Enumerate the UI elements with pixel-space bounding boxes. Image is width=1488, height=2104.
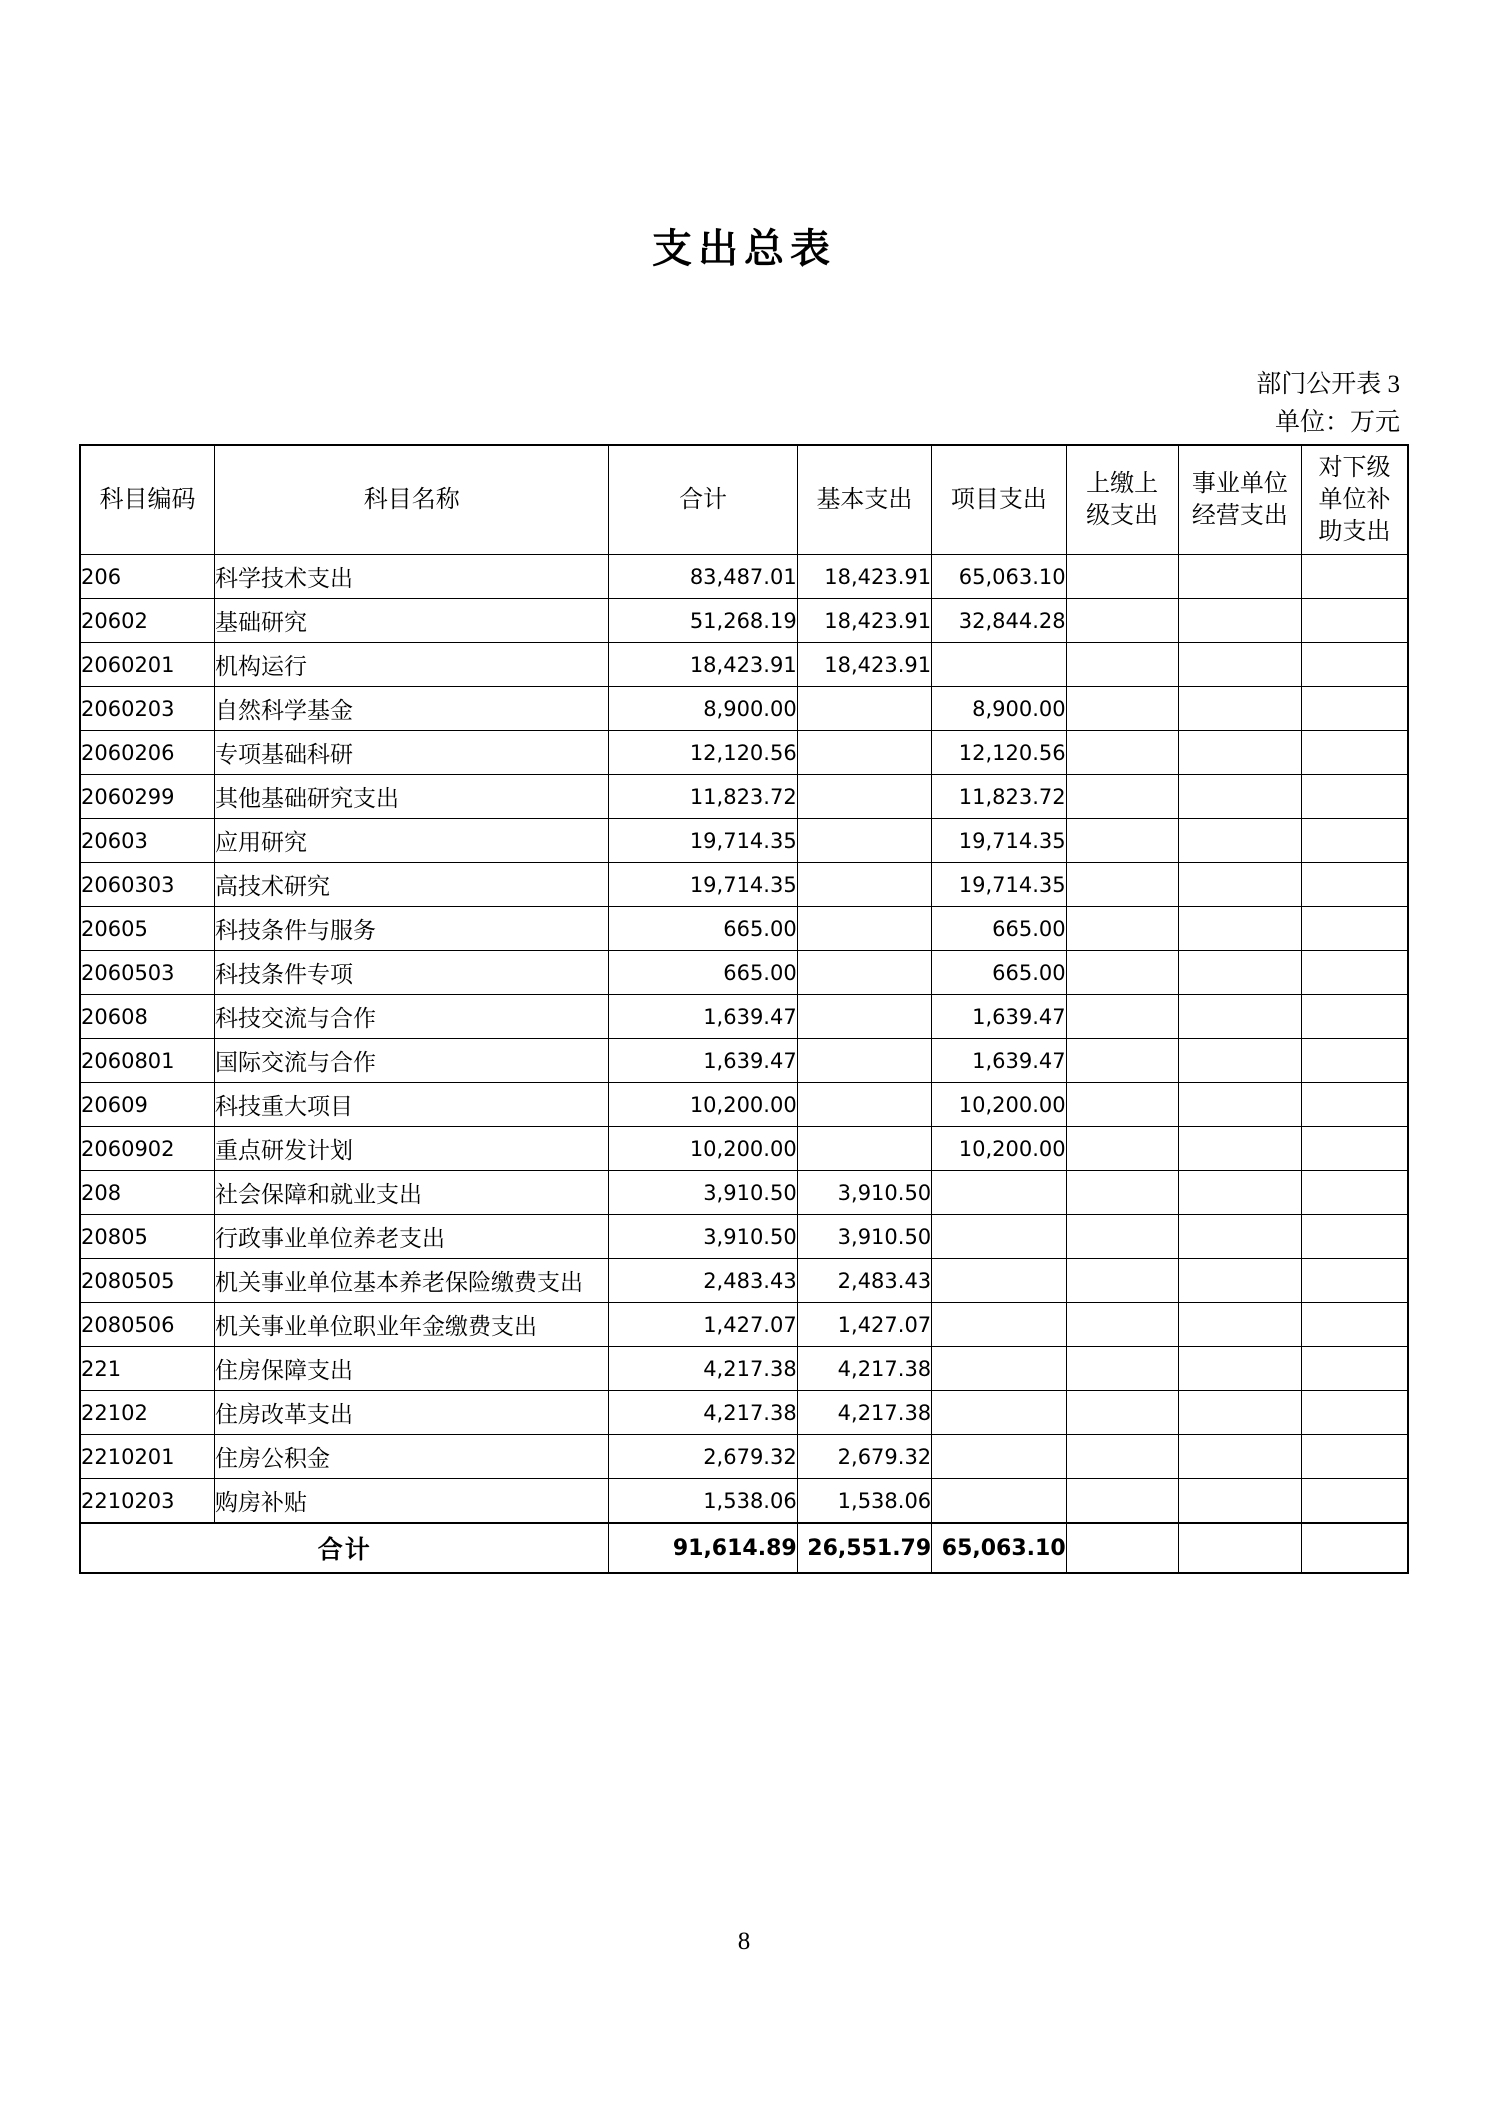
cell-subject-code: 2060201 bbox=[80, 643, 214, 687]
cell-subject-code: 2060902 bbox=[80, 1127, 214, 1171]
table-header-row bbox=[80, 445, 1408, 555]
cell-subordinate-subsidy bbox=[1301, 863, 1408, 907]
table-row bbox=[80, 1435, 1408, 1479]
cell-subordinate-subsidy bbox=[1301, 995, 1408, 1039]
table-row bbox=[80, 951, 1408, 995]
column-header-institution-operating bbox=[1178, 445, 1301, 555]
cell-subject-code: 2060503 bbox=[80, 951, 214, 995]
table-body bbox=[80, 555, 1408, 1574]
cell-institution-operating bbox=[1178, 863, 1301, 907]
cell-subject-name: 基础研究 bbox=[214, 599, 608, 643]
column-header-upper-level-remittance bbox=[1066, 445, 1178, 555]
table-header bbox=[80, 445, 1408, 555]
cell-upper-level-remittance bbox=[1066, 995, 1178, 1039]
cell-total: 11,823.72 bbox=[609, 775, 797, 819]
cell-institution-operating bbox=[1178, 1083, 1301, 1127]
cell-institution-operating bbox=[1178, 1347, 1301, 1391]
cell-project-expenditure: 19,714.35 bbox=[932, 863, 1066, 907]
cell-subject-name: 国际交流与合作 bbox=[214, 1039, 608, 1083]
table-row bbox=[80, 1215, 1408, 1259]
cell-subject-code: 2080506 bbox=[80, 1303, 214, 1347]
cell-subject-code: 2060303 bbox=[80, 863, 214, 907]
cell-basic-expenditure bbox=[797, 775, 931, 819]
cell-subject-code: 2060801 bbox=[80, 1039, 214, 1083]
cell-institution-operating bbox=[1178, 599, 1301, 643]
cell-subject-code: 20605 bbox=[80, 907, 214, 951]
table-row bbox=[80, 1127, 1408, 1171]
cell-upper-level-remittance bbox=[1066, 775, 1178, 819]
cell-total: 4,217.38 bbox=[609, 1347, 797, 1391]
cell-basic-expenditure: 18,423.91 bbox=[797, 599, 931, 643]
total-row-total: 91,614.89 bbox=[609, 1523, 797, 1573]
column-header-total-line-1: 合计 bbox=[679, 487, 728, 513]
cell-subordinate-subsidy bbox=[1301, 599, 1408, 643]
cell-total: 51,268.19 bbox=[609, 599, 797, 643]
total-row-label: 合计 bbox=[80, 1523, 609, 1573]
cell-subordinate-subsidy bbox=[1301, 687, 1408, 731]
cell-subject-code: 2210201 bbox=[80, 1435, 214, 1479]
table-row bbox=[80, 775, 1408, 819]
cell-basic-expenditure bbox=[797, 687, 931, 731]
cell-project-expenditure bbox=[932, 1259, 1066, 1303]
column-header-subsidy-line-1: 对下级 bbox=[1318, 455, 1391, 481]
cell-basic-expenditure bbox=[797, 995, 931, 1039]
cell-project-expenditure: 65,063.10 bbox=[932, 555, 1066, 599]
cell-subordinate-subsidy bbox=[1301, 643, 1408, 687]
cell-total: 665.00 bbox=[609, 907, 797, 951]
total-row-upper-level-remittance bbox=[1066, 1523, 1178, 1573]
table-row bbox=[80, 1171, 1408, 1215]
cell-total: 12,120.56 bbox=[609, 731, 797, 775]
cell-upper-level-remittance bbox=[1066, 863, 1178, 907]
cell-total: 3,910.50 bbox=[609, 1215, 797, 1259]
table-row bbox=[80, 1259, 1408, 1303]
column-header-project-line-1: 项目支出 bbox=[950, 487, 1047, 513]
cell-subject-code: 20608 bbox=[80, 995, 214, 1039]
cell-upper-level-remittance bbox=[1066, 687, 1178, 731]
column-header-subsidy-line-3: 助支出 bbox=[1318, 519, 1391, 545]
cell-subject-code: 2060299 bbox=[80, 775, 214, 819]
cell-upper-level-remittance bbox=[1066, 1435, 1178, 1479]
cell-subordinate-subsidy bbox=[1301, 775, 1408, 819]
column-header-subordinate-subsidy bbox=[1301, 445, 1408, 555]
cell-subject-code: 206 bbox=[80, 555, 214, 599]
cell-institution-operating bbox=[1178, 775, 1301, 819]
cell-upper-level-remittance bbox=[1066, 1259, 1178, 1303]
cell-project-expenditure bbox=[932, 1171, 1066, 1215]
cell-project-expenditure: 8,900.00 bbox=[932, 687, 1066, 731]
cell-project-expenditure: 1,639.47 bbox=[932, 995, 1066, 1039]
column-header-operating-line-2: 经营支出 bbox=[1191, 503, 1288, 529]
cell-institution-operating bbox=[1178, 1391, 1301, 1435]
cell-subject-name: 其他基础研究支出 bbox=[214, 775, 608, 819]
cell-basic-expenditure: 2,679.32 bbox=[797, 1435, 931, 1479]
cell-subject-name: 行政事业单位养老支出 bbox=[214, 1215, 608, 1259]
column-header-project-expenditure bbox=[932, 445, 1066, 555]
cell-subject-name: 应用研究 bbox=[214, 819, 608, 863]
cell-upper-level-remittance bbox=[1066, 555, 1178, 599]
cell-project-expenditure: 1,639.47 bbox=[932, 1039, 1066, 1083]
cell-basic-expenditure: 3,910.50 bbox=[797, 1171, 931, 1215]
cell-subordinate-subsidy bbox=[1301, 1479, 1408, 1524]
cell-basic-expenditure: 1,427.07 bbox=[797, 1303, 931, 1347]
cell-subject-name: 住房改革支出 bbox=[214, 1391, 608, 1435]
column-header-basic-line-1: 基本支出 bbox=[816, 487, 913, 513]
cell-basic-expenditure bbox=[797, 819, 931, 863]
cell-upper-level-remittance bbox=[1066, 1391, 1178, 1435]
cell-basic-expenditure: 3,910.50 bbox=[797, 1215, 931, 1259]
cell-upper-level-remittance bbox=[1066, 907, 1178, 951]
cell-institution-operating bbox=[1178, 1479, 1301, 1524]
cell-upper-level-remittance bbox=[1066, 951, 1178, 995]
cell-upper-level-remittance bbox=[1066, 1303, 1178, 1347]
page-number: 8 bbox=[737, 1928, 751, 1955]
cell-subject-code: 2060203 bbox=[80, 687, 214, 731]
cell-project-expenditure bbox=[932, 1347, 1066, 1391]
cell-subject-name: 专项基础科研 bbox=[214, 731, 608, 775]
cell-total: 1,538.06 bbox=[609, 1479, 797, 1524]
cell-subject-name: 科技条件与服务 bbox=[214, 907, 608, 951]
cell-subject-name: 机关事业单位基本养老保险缴费支出 bbox=[214, 1259, 608, 1303]
cell-total: 19,714.35 bbox=[609, 819, 797, 863]
table-total-row bbox=[80, 1523, 1408, 1573]
cell-project-expenditure: 19,714.35 bbox=[932, 819, 1066, 863]
cell-subject-name: 自然科学基金 bbox=[214, 687, 608, 731]
column-header-code bbox=[80, 445, 214, 555]
cell-institution-operating bbox=[1178, 1215, 1301, 1259]
table-row bbox=[80, 863, 1408, 907]
cell-basic-expenditure bbox=[797, 1127, 931, 1171]
cell-subject-name: 高技术研究 bbox=[214, 863, 608, 907]
table-row bbox=[80, 687, 1408, 731]
cell-subject-name: 机构运行 bbox=[214, 643, 608, 687]
cell-project-expenditure: 12,120.56 bbox=[932, 731, 1066, 775]
cell-upper-level-remittance bbox=[1066, 731, 1178, 775]
cell-total: 10,200.00 bbox=[609, 1083, 797, 1127]
cell-subject-code: 208 bbox=[80, 1171, 214, 1215]
total-row-institution-operating bbox=[1178, 1523, 1301, 1573]
cell-project-expenditure: 32,844.28 bbox=[932, 599, 1066, 643]
cell-basic-expenditure bbox=[797, 863, 931, 907]
cell-subject-name: 科技重大项目 bbox=[214, 1083, 608, 1127]
total-row-subordinate-subsidy bbox=[1301, 1523, 1408, 1573]
cell-subject-name: 社会保障和就业支出 bbox=[214, 1171, 608, 1215]
cell-total: 10,200.00 bbox=[609, 1127, 797, 1171]
cell-institution-operating bbox=[1178, 1039, 1301, 1083]
cell-project-expenditure bbox=[932, 643, 1066, 687]
cell-institution-operating bbox=[1178, 995, 1301, 1039]
cell-subject-name: 住房保障支出 bbox=[214, 1347, 608, 1391]
column-header-subsidy-line-2: 单位补 bbox=[1318, 487, 1391, 513]
cell-project-expenditure: 665.00 bbox=[932, 951, 1066, 995]
cell-basic-expenditure bbox=[797, 731, 931, 775]
table-row bbox=[80, 599, 1408, 643]
cell-institution-operating bbox=[1178, 643, 1301, 687]
expenditure-table-container bbox=[79, 444, 1409, 1574]
cell-subordinate-subsidy bbox=[1301, 1435, 1408, 1479]
document-meta bbox=[1256, 366, 1400, 442]
cell-subordinate-subsidy bbox=[1301, 1171, 1408, 1215]
cell-institution-operating bbox=[1178, 951, 1301, 995]
column-header-total bbox=[609, 445, 797, 555]
cell-total: 8,900.00 bbox=[609, 687, 797, 731]
cell-subordinate-subsidy bbox=[1301, 819, 1408, 863]
cell-total: 18,423.91 bbox=[609, 643, 797, 687]
cell-project-expenditure: 10,200.00 bbox=[932, 1127, 1066, 1171]
cell-subordinate-subsidy bbox=[1301, 1127, 1408, 1171]
cell-project-expenditure: 11,823.72 bbox=[932, 775, 1066, 819]
cell-total: 3,910.50 bbox=[609, 1171, 797, 1215]
cell-subordinate-subsidy bbox=[1301, 1259, 1408, 1303]
cell-basic-expenditure: 1,538.06 bbox=[797, 1479, 931, 1524]
cell-subordinate-subsidy bbox=[1301, 1391, 1408, 1435]
total-row-project-expenditure: 65,063.10 bbox=[932, 1523, 1066, 1573]
cell-institution-operating bbox=[1178, 1259, 1301, 1303]
cell-institution-operating bbox=[1178, 1127, 1301, 1171]
cell-project-expenditure bbox=[932, 1215, 1066, 1259]
cell-upper-level-remittance bbox=[1066, 599, 1178, 643]
cell-subordinate-subsidy bbox=[1301, 731, 1408, 775]
cell-subject-name: 住房公积金 bbox=[214, 1435, 608, 1479]
table-row bbox=[80, 643, 1408, 687]
cell-subject-name: 科技交流与合作 bbox=[214, 995, 608, 1039]
cell-basic-expenditure: 4,217.38 bbox=[797, 1391, 931, 1435]
column-header-upper-line-2: 级支出 bbox=[1086, 503, 1159, 529]
cell-upper-level-remittance bbox=[1066, 1127, 1178, 1171]
cell-total: 1,427.07 bbox=[609, 1303, 797, 1347]
cell-basic-expenditure bbox=[797, 907, 931, 951]
table-row bbox=[80, 555, 1408, 599]
cell-project-expenditure bbox=[932, 1435, 1066, 1479]
cell-basic-expenditure: 18,423.91 bbox=[797, 555, 931, 599]
cell-total: 665.00 bbox=[609, 951, 797, 995]
cell-upper-level-remittance bbox=[1066, 819, 1178, 863]
table-row bbox=[80, 1303, 1408, 1347]
column-header-operating-line-1: 事业单位 bbox=[1191, 471, 1288, 497]
cell-upper-level-remittance bbox=[1066, 643, 1178, 687]
cell-institution-operating bbox=[1178, 1303, 1301, 1347]
page-title: 支出总表 bbox=[652, 226, 836, 272]
table-row bbox=[80, 1391, 1408, 1435]
expenditure-summary-table bbox=[79, 444, 1409, 1574]
table-row bbox=[80, 907, 1408, 951]
cell-subject-name: 科学技术支出 bbox=[214, 555, 608, 599]
cell-total: 2,679.32 bbox=[609, 1435, 797, 1479]
cell-subject-code: 20603 bbox=[80, 819, 214, 863]
column-header-basic-expenditure bbox=[797, 445, 931, 555]
cell-project-expenditure bbox=[932, 1303, 1066, 1347]
cell-institution-operating bbox=[1178, 819, 1301, 863]
form-reference: 部门公开表 3 bbox=[1256, 371, 1400, 398]
column-header-code-line-1: 科目编码 bbox=[99, 487, 196, 513]
cell-subject-code: 20805 bbox=[80, 1215, 214, 1259]
cell-subject-code: 20602 bbox=[80, 599, 214, 643]
cell-institution-operating bbox=[1178, 555, 1301, 599]
cell-subject-code: 2060206 bbox=[80, 731, 214, 775]
cell-subject-code: 2080505 bbox=[80, 1259, 214, 1303]
cell-upper-level-remittance bbox=[1066, 1215, 1178, 1259]
cell-subordinate-subsidy bbox=[1301, 1303, 1408, 1347]
table-row bbox=[80, 819, 1408, 863]
table-row bbox=[80, 731, 1408, 775]
cell-institution-operating bbox=[1178, 907, 1301, 951]
cell-basic-expenditure bbox=[797, 951, 931, 995]
cell-basic-expenditure: 2,483.43 bbox=[797, 1259, 931, 1303]
table-row bbox=[80, 995, 1408, 1039]
cell-subject-code: 22102 bbox=[80, 1391, 214, 1435]
unit-note: 单位：万元 bbox=[1274, 409, 1400, 436]
table-row bbox=[80, 1039, 1408, 1083]
cell-total: 19,714.35 bbox=[609, 863, 797, 907]
cell-institution-operating bbox=[1178, 1435, 1301, 1479]
cell-total: 2,483.43 bbox=[609, 1259, 797, 1303]
total-row-basic-expenditure: 26,551.79 bbox=[797, 1523, 931, 1573]
cell-institution-operating bbox=[1178, 731, 1301, 775]
cell-subordinate-subsidy bbox=[1301, 907, 1408, 951]
cell-subordinate-subsidy bbox=[1301, 1039, 1408, 1083]
cell-project-expenditure bbox=[932, 1391, 1066, 1435]
cell-total: 1,639.47 bbox=[609, 1039, 797, 1083]
cell-total: 4,217.38 bbox=[609, 1391, 797, 1435]
cell-subject-name: 重点研发计划 bbox=[214, 1127, 608, 1171]
table-row bbox=[80, 1347, 1408, 1391]
cell-subordinate-subsidy bbox=[1301, 555, 1408, 599]
table-row bbox=[80, 1083, 1408, 1127]
cell-basic-expenditure: 4,217.38 bbox=[797, 1347, 931, 1391]
cell-institution-operating bbox=[1178, 1171, 1301, 1215]
cell-project-expenditure: 665.00 bbox=[932, 907, 1066, 951]
column-header-name bbox=[214, 445, 608, 555]
cell-basic-expenditure bbox=[797, 1083, 931, 1127]
cell-subordinate-subsidy bbox=[1301, 951, 1408, 995]
cell-subordinate-subsidy bbox=[1301, 1083, 1408, 1127]
cell-subject-name: 机关事业单位职业年金缴费支出 bbox=[214, 1303, 608, 1347]
cell-subject-code: 2210203 bbox=[80, 1479, 214, 1524]
cell-upper-level-remittance bbox=[1066, 1083, 1178, 1127]
cell-subject-name: 科技条件专项 bbox=[214, 951, 608, 995]
cell-subordinate-subsidy bbox=[1301, 1347, 1408, 1391]
cell-upper-level-remittance bbox=[1066, 1347, 1178, 1391]
column-header-name-line-1: 科目名称 bbox=[363, 487, 460, 513]
cell-basic-expenditure bbox=[797, 1039, 931, 1083]
cell-basic-expenditure: 18,423.91 bbox=[797, 643, 931, 687]
cell-subordinate-subsidy bbox=[1301, 1215, 1408, 1259]
table-row bbox=[80, 1479, 1408, 1524]
cell-total: 1,639.47 bbox=[609, 995, 797, 1039]
cell-upper-level-remittance bbox=[1066, 1039, 1178, 1083]
cell-institution-operating bbox=[1178, 687, 1301, 731]
cell-subject-code: 221 bbox=[80, 1347, 214, 1391]
column-header-upper-line-1: 上缴上 bbox=[1086, 471, 1159, 497]
cell-total: 83,487.01 bbox=[609, 555, 797, 599]
cell-upper-level-remittance bbox=[1066, 1171, 1178, 1215]
cell-project-expenditure bbox=[932, 1479, 1066, 1524]
cell-project-expenditure: 10,200.00 bbox=[932, 1083, 1066, 1127]
cell-subject-name: 购房补贴 bbox=[214, 1479, 608, 1524]
cell-upper-level-remittance bbox=[1066, 1479, 1178, 1524]
cell-subject-code: 20609 bbox=[80, 1083, 214, 1127]
